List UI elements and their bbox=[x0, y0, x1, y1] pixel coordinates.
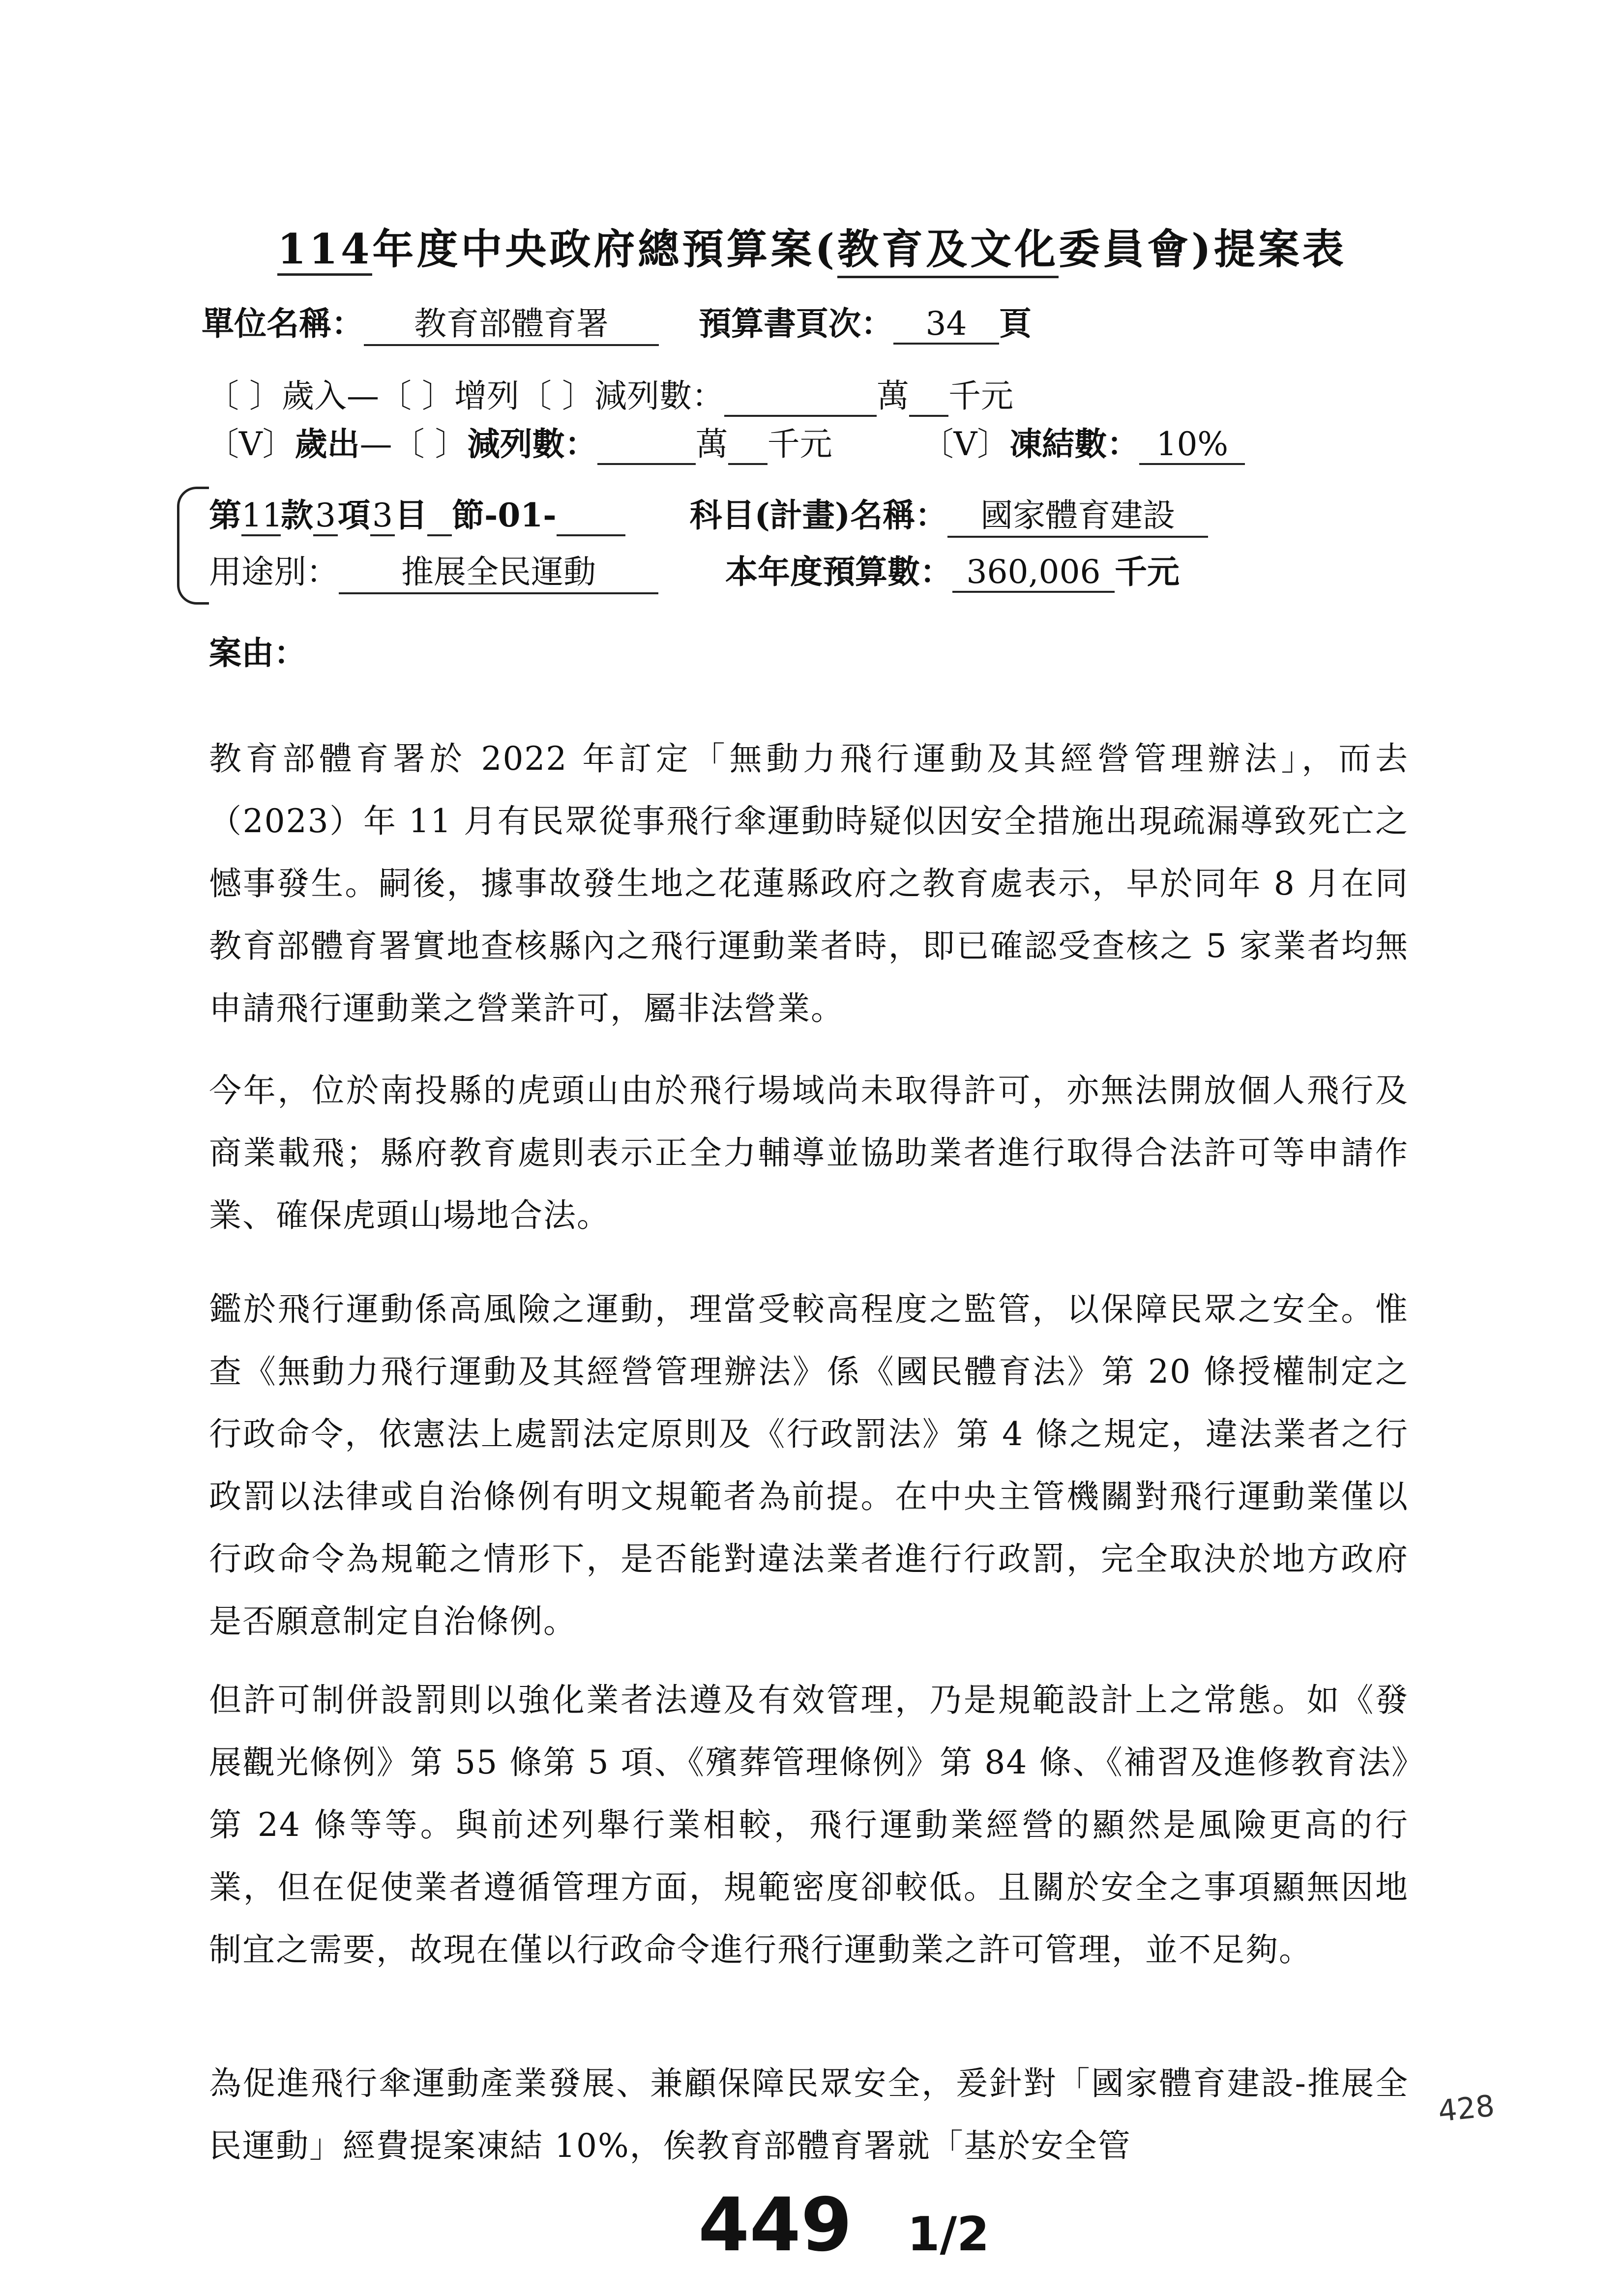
item-kuan-label: 款 bbox=[281, 496, 313, 534]
title-committee: 教育及文化 bbox=[837, 216, 1059, 278]
freeze-check: 〔V〕 bbox=[921, 425, 1010, 463]
handwritten-page-number bbox=[698, 2182, 989, 2268]
item-di: 第 bbox=[209, 496, 241, 534]
expense-wan: 萬 bbox=[695, 425, 728, 463]
title-year: 114 bbox=[277, 225, 372, 276]
page-ref-label: 預算書頁次： bbox=[698, 304, 893, 343]
paragraph-1: 教育部體育署於 2022 年訂定「無動力飛行運動及其經營管理辦法」，而去（2023）年 11 月有民眾從事飛行傘運動時疑似因安全措施出現疏漏導致死亡之憾事發生。嗣後，據事故發生地之花蓮縣政府之教育處表示，早於同年 8 月在同教育部體育署實地查核縣內之飛行運動業者時，即已確認受查核之 5 家業者均無申請飛行運動業之營業許可，屬非法營業。 bbox=[209, 740, 1409, 1027]
page-fraction-text: 1/2 bbox=[907, 2208, 990, 2262]
page-title bbox=[0, 216, 1624, 278]
side-note-text: 428 bbox=[1436, 2089, 1496, 2129]
expense-mid: —〔 〕 bbox=[359, 425, 468, 463]
unit-label: 單位名稱： bbox=[202, 304, 364, 343]
revenue-text: 〔 〕歲入—〔 〕增列〔 〕減列數： bbox=[207, 377, 724, 415]
subject-value: 國家體育建設 bbox=[947, 489, 1208, 538]
item-mu-label: 目 bbox=[395, 496, 427, 534]
item-xiang-label: 項 bbox=[338, 496, 370, 534]
expense-qian: 千元 bbox=[767, 425, 832, 463]
item-row bbox=[209, 489, 1208, 538]
revenue-row bbox=[207, 370, 1013, 417]
budget-value: 360,006 bbox=[952, 553, 1115, 593]
paragraph-4: 但許可制併設罰則以強化業者法遵及有效管理，乃是規範設計上之常態。如《發展觀光條例》第 55 條第 5 項、《殯葬管理條例》第 84 條、《補習及進修教育法》第 24 條等等。與前述列舉行業相較，飛行運動業經營的顯然是風險更高的行業，但在促使業者遵循管理方面，規範密度卻較低。且關於安全之事項顯無因地制宜之需要，故現在僅以行政命令進行飛行運動業之許可管理，並不足夠。 bbox=[209, 1681, 1409, 1969]
budget-label: 本年度預算數： bbox=[725, 552, 952, 591]
freeze-label: 凍結數： bbox=[1009, 425, 1140, 463]
reason-label: 案由： bbox=[209, 634, 306, 672]
freeze-value: 10% bbox=[1139, 425, 1245, 465]
usage-value: 推展全民運動 bbox=[339, 546, 658, 594]
page-number-text: 449 bbox=[698, 2182, 853, 2268]
paragraph-3: 鑑於飛行運動係高風險之運動，理當受較高程度之監管，以保障民眾之安全。惟查《無動力飛行運動及其經營管理辦法》係《國民體育法》第 20 條授權制定之行政命令，依憲法上處罰法定原則及《行政罰法》第 4 條之規定，違法業者之行政罰以法律或自治條例有明文規範者為前提。在中央主管機關對飛行運動業僅以行政命令為規範之情形下，是否能對違法業者進行行政罰，完全取決於地方政府是否願意制定自治條例。 bbox=[209, 1290, 1409, 1640]
revenue-qian: 千元 bbox=[948, 377, 1013, 415]
item-jie-label: 節-01- bbox=[452, 496, 557, 534]
title-part1: 年度中央政府總預算案( bbox=[372, 225, 838, 273]
handwritten-bracket bbox=[177, 487, 209, 605]
expense-row bbox=[207, 418, 1245, 465]
usage-label: 用途別： bbox=[209, 553, 339, 591]
expense-reduce-label: 減列數： bbox=[467, 425, 597, 463]
handwritten-side-note bbox=[1437, 2089, 1496, 2129]
paragraph-2: 今年，位於南投縣的虎頭山由於飛行場域尚未取得許可，亦無法開放個人飛行及商業載飛；縣府教育處則表示正全力輔導並協助業者進行取得合法許可等申請作業、確保虎頭山場地合法。 bbox=[209, 1072, 1409, 1234]
unit-row bbox=[202, 297, 1032, 346]
title-part2: 委員會)提案表 bbox=[1059, 225, 1347, 273]
budget-unit: 千元 bbox=[1114, 552, 1180, 591]
page-ref-value: 34 bbox=[893, 305, 999, 345]
item-xiang: 3 bbox=[313, 496, 338, 536]
revenue-wan: 萬 bbox=[876, 377, 909, 415]
expense-label: 歲出 bbox=[295, 425, 360, 463]
unit-value: 教育部體育署 bbox=[364, 297, 659, 346]
item-mu: 3 bbox=[370, 496, 395, 536]
expense-check: 〔V〕 bbox=[207, 425, 295, 463]
page-ref-suffix: 頁 bbox=[999, 304, 1032, 343]
usage-row bbox=[209, 546, 1180, 594]
paragraph-5: 為促進飛行傘運動產業發展、兼顧保障民眾安全，爰針對「國家體育建設-推展全民運動」經費提案凍結 10%，俟教育部體育署就「基於安全管 bbox=[209, 2064, 1409, 2165]
item-kuan: 11 bbox=[241, 496, 281, 536]
subject-label: 科目(計畫)名稱： bbox=[689, 496, 948, 534]
